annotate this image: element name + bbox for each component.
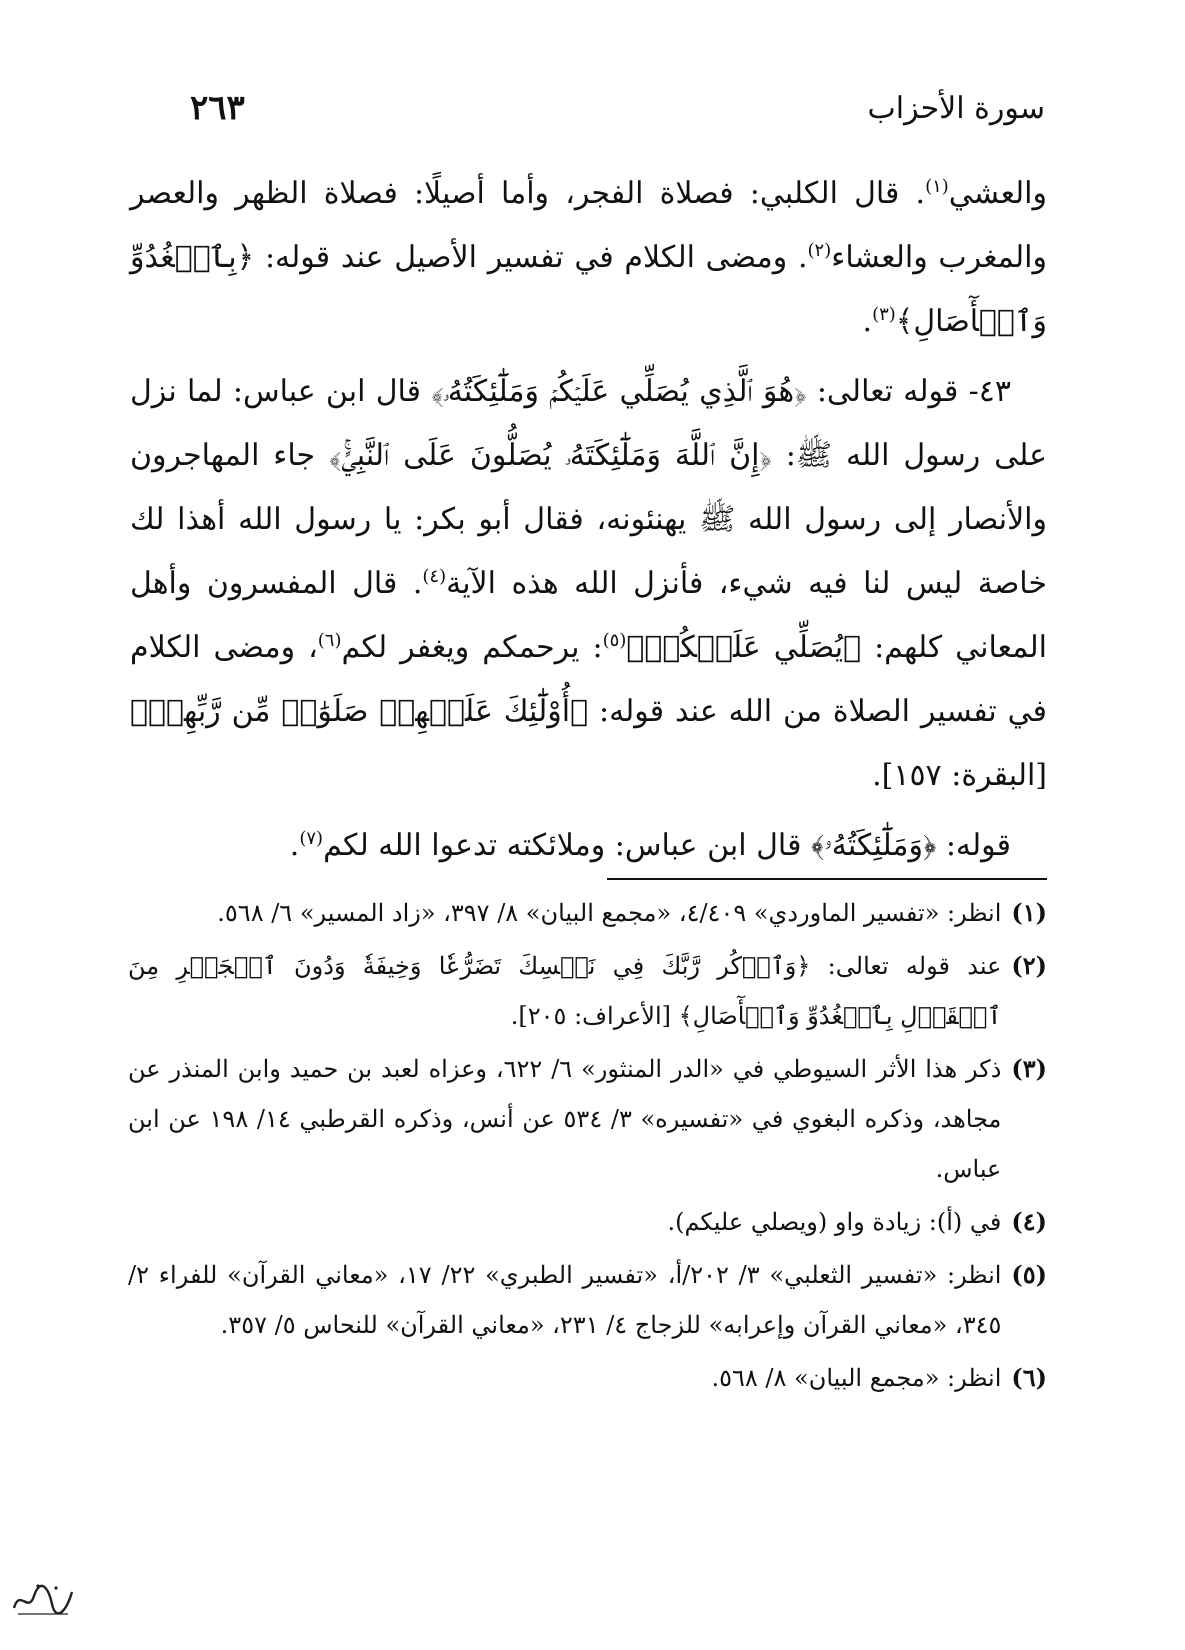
text-run: . <box>862 304 873 339</box>
publisher-logo <box>8 1578 78 1622</box>
footnotes <box>128 888 1047 1406</box>
footnote-text: انظر: «تفسير الثعلبي» ٣/ ٢٠٢/أ، «تفسير الطبري» ٢٢/ ١٧، «معاني القرآن» للفراء ٢/ ٣٤٥، «معاني القرآن وإعرابه» للزجاج ٤/ ٢٣١، «معاني القرآن» للنحاس ٥/ ٣٥٧. <box>128 1261 1002 1339</box>
footnote-1 <box>128 888 1047 938</box>
footnote-ref-7: (٧) <box>299 828 324 849</box>
page-header <box>190 88 1045 128</box>
quran-quote: ﴿هُوَ ٱلَّذِي يُصَلِّي عَلَيۡكُمۡ وَمَلَٰٓئِكَتُهُۥ﴾ <box>431 374 807 409</box>
footnote-5 <box>128 1250 1047 1350</box>
quran-quote: ﴿وَمَلَٰٓئِكَتُهُۥ﴾ <box>810 828 937 863</box>
footnote-ref-1: (١) <box>925 176 949 197</box>
footnote-ref-4: (٤) <box>422 566 447 587</box>
paragraph-2 <box>130 360 1047 808</box>
quran-quote: ﴿بِٱلۡغُدُوِّ وَٱلۡأٓصَالِ﴾ <box>130 240 1047 339</box>
paragraph-1 <box>130 162 1047 354</box>
text-run: . <box>289 828 300 863</box>
footnote-text: انظر: «تفسير الماوردي» ٤/٤٠٩، «مجمع البيان» ٨/ ٣٩٧، «زاد المسير» ٦/ ٥٦٨. <box>217 899 1002 927</box>
footnote-text: عند قوله تعالى: ﴿وَٱذۡكُر رَّبَّكَ فِي نَفۡسِكَ تَضَرُّعٗا وَخِيفَةٗ وَدُونَ ٱلۡجَهۡرِ مِنَ ٱلۡقَوۡلِ بِٱلۡغُدُوِّ وَٱلۡأٓصَالِ﴾ [الأعراف: ٢٠٥]. <box>128 952 1002 1030</box>
footnote-ref-5: (٥) <box>602 630 627 651</box>
text-run: قال ابن عباس: لما نزل على رسول الله ﷺ: <box>130 374 1047 473</box>
text-run: ، ومضى الكلام في تفسير الصلاة من الله عند قوله: <box>130 630 1048 729</box>
main-text <box>130 162 1047 884</box>
footnote-text: في (أ): زيادة واو (ويصلي عليكم). <box>667 1208 1002 1236</box>
footnote-text: انظر: «مجمع البيان» ٨/ ٥٦٨. <box>711 1364 1002 1392</box>
footnote-text: ذكر هذا الأثر السيوطي في «الدر المنثور» ٦/ ٦٢٢، وعزاه لعبد بن حميد وابن المنذر عن مجاهد، وذكره البغوي في «تفسيره» ٣/ ٥٣٤ عن أنس، وذكره القرطبي ١٤/ ١٩٨ عن ابن عباس. <box>128 1055 1002 1183</box>
surah-title: سورة الأحزاب <box>867 90 1045 126</box>
footnote-number: (١) <box>1011 898 1047 927</box>
text-run: قوله: <box>936 828 1011 863</box>
verse-heading: ٤٣- قوله تعالى: <box>806 374 1011 409</box>
quran-quote: ﴿إِنَّ ٱللَّهَ وَمَلَٰٓئِكَتَهُۥ يُصَلُّونَ عَلَى ٱلنَّبِيِّۚ﴾ <box>329 438 772 473</box>
footnote-number: (٣) <box>1011 1054 1047 1083</box>
text-run: والعشي <box>948 176 1047 211</box>
footnote-ref-3: (٣) <box>872 304 896 325</box>
footnote-number: (٤) <box>1011 1207 1047 1236</box>
text-run: . قال الكلبي: فصلاة الفجر، وأما أصيلًا: فصلاة الظهر والعصر والمغرب والعشاء <box>130 176 1047 275</box>
footnote-2 <box>128 941 1047 1041</box>
page-number: ٢٦٣ <box>190 88 245 128</box>
text-run: [البقرة: ١٥٧]. <box>872 758 1047 793</box>
footnote-number: (٦) <box>1011 1363 1047 1392</box>
quran-quote: ﴿أُوْلَٰٓئِكَ عَلَيۡهِمۡ صَلَوَٰتٞ مِّن رَّبِّهِمۡ﴾ <box>130 694 589 729</box>
text-run: . ومضى الكلام في تفسير الأصيل عند قوله: <box>254 240 808 275</box>
footnote-ref-2: (٢) <box>807 240 832 261</box>
quran-quote: ﴿يُصَلِّي عَلَيۡكُمۡ﴾ <box>626 630 862 665</box>
footnote-4 <box>128 1197 1047 1247</box>
footnote-number: (٢) <box>1011 951 1047 980</box>
footnote-number: (٥) <box>1011 1260 1047 1289</box>
text-run: : يرحمكم ويغفر لكم <box>341 630 603 665</box>
footnote-divider <box>607 878 1047 880</box>
text-run: قال ابن عباس: وملائكته تدعوا الله لكم <box>323 828 811 863</box>
text-run: . قال المفسرون وأهل المعاني كلهم: <box>130 566 1047 665</box>
footnote-3 <box>128 1044 1047 1194</box>
text-run: جاء المهاجرون والأنصار إلى رسول الله ﷺ يهنئونه، فقال أبو بكر: يا رسول الله أهذا لك خاصة ليس لنا فيه شيء، فأنزل الله هذه الآية <box>130 438 1047 601</box>
footnote-6 <box>128 1353 1047 1403</box>
paragraph-3 <box>130 814 1047 878</box>
footnote-ref-6: (٦) <box>317 630 342 651</box>
